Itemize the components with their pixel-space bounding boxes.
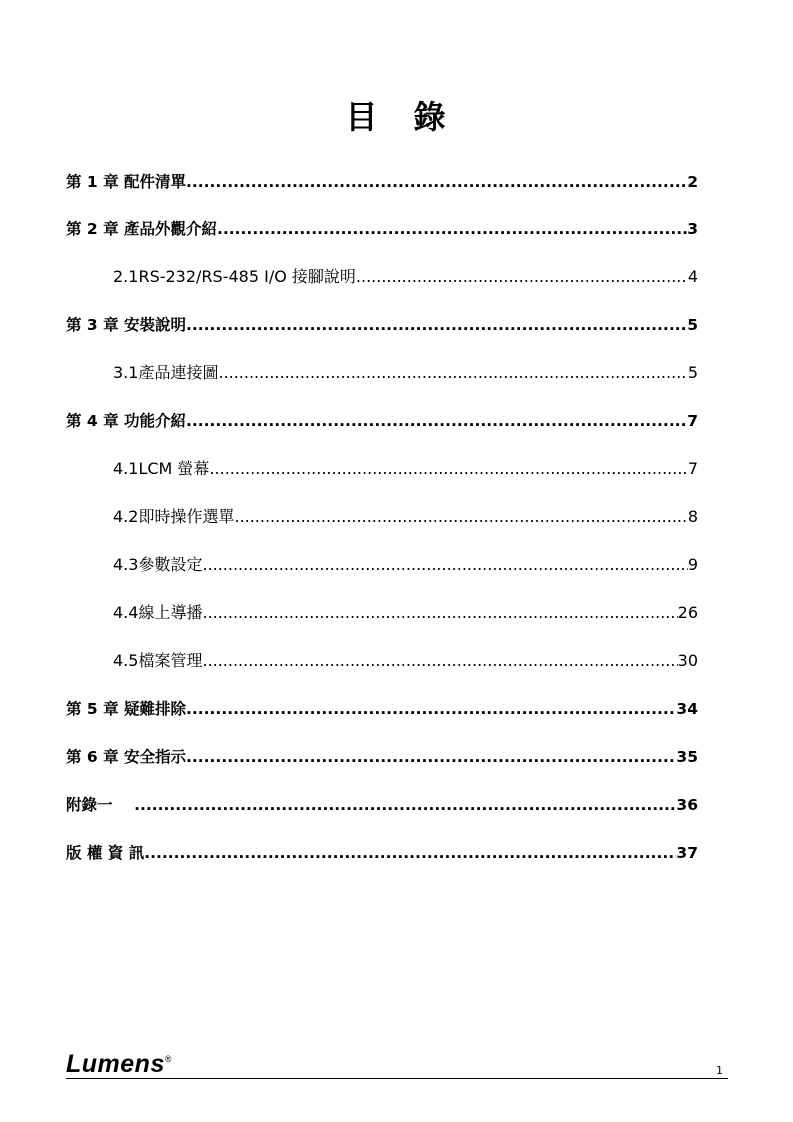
toc-entry-page: 36 <box>676 796 698 814</box>
toc-entry-label: 第 2 章 產品外觀介紹 <box>66 220 217 238</box>
toc-entry-label: 版 權 資 訊 <box>66 844 145 862</box>
toc-entry-label: 4.3參數設定 <box>113 555 203 574</box>
toc-entry-page: 5 <box>687 316 698 334</box>
toc-entry-label: 4.5檔案管理 <box>113 651 203 670</box>
toc-entry-section-4-1[interactable] <box>113 456 698 480</box>
toc-entry-chapter-4[interactable] <box>66 409 698 433</box>
toc-entry-page: 34 <box>676 700 698 718</box>
toc-entry-page: 5 <box>687 363 698 382</box>
toc-entry-chapter-6[interactable] <box>66 745 698 769</box>
toc-leader-dots <box>217 220 687 238</box>
toc-leader-dots <box>218 363 687 382</box>
toc-entry-page: 9 <box>687 555 698 574</box>
toc-entry-page: 37 <box>676 844 698 862</box>
toc-entry-page: 7 <box>687 412 698 430</box>
toc-leader-dots <box>186 316 687 334</box>
toc-entry-label: 4.2即時操作選單 <box>113 507 235 526</box>
toc-entry-label: 4.4線上導播 <box>113 603 203 622</box>
toc-entry-page: 26 <box>677 603 698 622</box>
toc-entry-section-2-1[interactable] <box>113 264 698 288</box>
toc-entry-label: 第 6 章 安全指示 <box>66 748 186 766</box>
toc-leader-dots <box>234 507 687 526</box>
toc-entry-copyright[interactable] <box>66 841 698 865</box>
toc-entry-section-4-4[interactable] <box>113 600 698 624</box>
toc-entry-section-3-1[interactable] <box>113 360 698 384</box>
toc-entry-label: 第 3 章 安裝說明 <box>66 316 186 334</box>
toc-entry-page: 4 <box>687 267 698 286</box>
toc-leader-dots <box>186 748 676 766</box>
toc-leader-dots <box>144 844 676 862</box>
toc-entry-page: 3 <box>687 220 698 238</box>
toc-entry-label: 第 4 章 功能介紹 <box>66 412 186 430</box>
toc-leader-dots <box>202 555 687 574</box>
toc-entry-page: 35 <box>676 748 698 766</box>
toc-entry-label: 4.1LCM 螢幕 <box>113 459 210 478</box>
toc-entry-page: 8 <box>687 507 698 526</box>
toc-entry-chapter-2[interactable] <box>66 217 698 241</box>
toc-entry-page: 2 <box>687 173 698 191</box>
toc-entry-chapter-1[interactable] <box>66 170 698 194</box>
footer-divider <box>66 1078 728 1079</box>
toc-entry-label: 附錄一 <box>66 796 135 814</box>
toc-leader-dots <box>202 651 677 670</box>
toc-entry-chapter-5[interactable] <box>66 697 698 721</box>
toc-entry-appendix-1[interactable] <box>66 793 698 817</box>
toc-entry-section-4-5[interactable] <box>113 648 698 672</box>
toc-entry-label: 2.1RS-232/RS-485 I/O 接腳說明 <box>113 267 356 286</box>
toc-leader-dots <box>134 796 676 814</box>
page-number: 1 <box>716 1064 723 1077</box>
logo-text: Lumens <box>66 1050 165 1078</box>
toc-entry-label: 第 1 章 配件清單 <box>66 173 186 191</box>
toc-entry-label: 3.1產品連接圖 <box>113 363 219 382</box>
toc-entry-page: 30 <box>677 651 698 670</box>
toc-leader-dots <box>209 459 687 478</box>
toc-entry-section-4-3[interactable] <box>113 552 698 576</box>
page-title: 目 錄 <box>345 98 448 136</box>
toc-entry-page: 7 <box>687 459 698 478</box>
toc-entry-label: 第 5 章 疑難排除 <box>66 700 186 718</box>
lumens-logo <box>66 1050 172 1079</box>
toc-leader-dots <box>356 267 688 286</box>
toc-leader-dots <box>186 700 676 718</box>
toc-leader-dots <box>202 603 677 622</box>
toc-leader-dots <box>186 173 687 191</box>
toc-entry-section-4-2[interactable] <box>113 504 698 528</box>
toc-leader-dots <box>186 412 687 430</box>
registered-mark: ® <box>164 1054 172 1064</box>
toc-entry-chapter-3[interactable] <box>66 313 698 337</box>
